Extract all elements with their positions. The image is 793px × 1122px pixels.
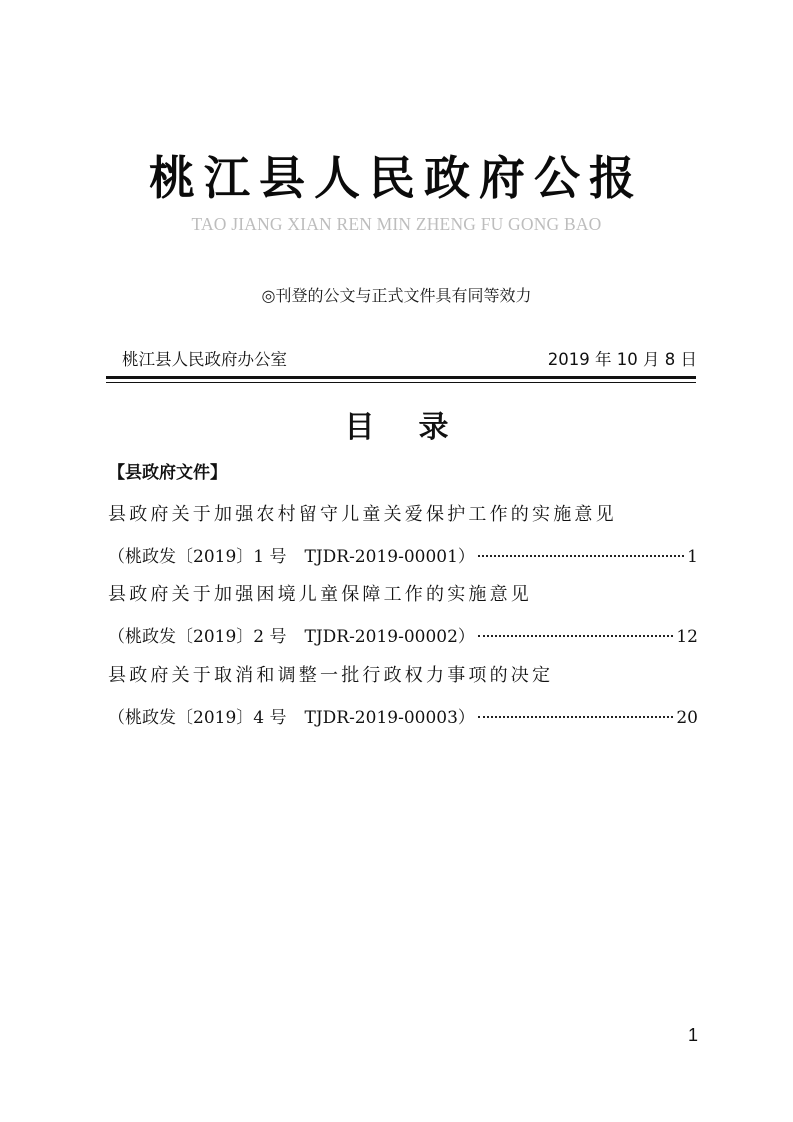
toc-entry-doc-code: TJDR-2019-00002）: [304, 627, 475, 647]
toc-entry-page: 20: [676, 708, 698, 728]
toc-entry-title[interactable]: 县政府关于加强困境儿童保障工作的实施意见: [108, 584, 532, 605]
issue-date: 2019 年 10 月 8 日: [547, 350, 697, 369]
toc-entry-doc-number: （桃政发〔2019〕2 号: [108, 627, 287, 647]
header-rule-thin: [106, 382, 696, 383]
toc-entry-title[interactable]: 县政府关于加强农村留守儿童关爱保护工作的实施意见: [108, 504, 617, 525]
toc-entry-page: 1: [687, 547, 698, 567]
dot-leader: [478, 635, 673, 637]
toc-entry-doc-number: （桃政发〔2019〕1 号: [108, 547, 287, 567]
toc-entry-title[interactable]: 县政府关于取消和调整一批行政权力事项的决定: [108, 665, 554, 686]
toc-entry-doc-code: TJDR-2019-00001）: [304, 547, 475, 567]
toc-entry-ref[interactable]: [108, 542, 698, 567]
toc-entry-ref[interactable]: [108, 622, 698, 647]
toc-heading: 目录: [344, 410, 493, 445]
toc-entry-page: 12: [676, 627, 698, 647]
toc-entry-ref[interactable]: [108, 703, 698, 728]
page-number: 1: [687, 1025, 698, 1045]
section-label: 【县政府文件】: [108, 463, 227, 483]
dot-leader: [478, 716, 673, 718]
toc-entry-doc-number: （桃政发〔2019〕4 号: [108, 708, 287, 728]
validity-notice: ◎刊登的公文与正式文件具有同等效力: [261, 286, 532, 305]
issuer-name: 桃江县人民政府办公室: [122, 350, 287, 369]
gazette-pinyin-subtitle: TAO JIANG XIAN REN MIN ZHENG FU GONG BAO: [191, 214, 602, 234]
dot-leader: [478, 555, 684, 557]
header-rule-thick: [106, 376, 696, 379]
gazette-title: 桃江县人民政府公报: [149, 151, 644, 205]
toc-entry-doc-code: TJDR-2019-00003）: [304, 708, 475, 728]
